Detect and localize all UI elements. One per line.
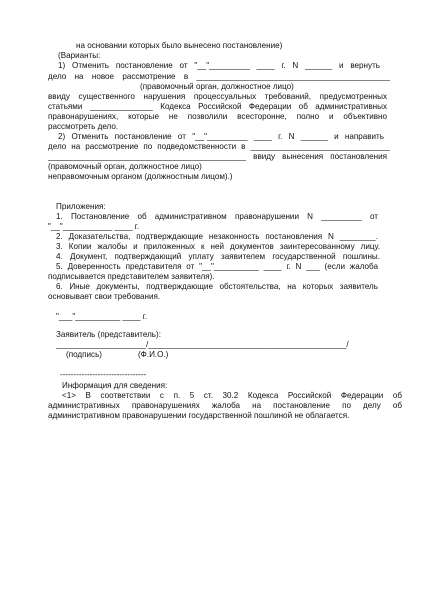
footnote-divider: --------------------------------: [60, 370, 147, 379]
attachment-item-2: 2. Доказательства, подтверждающие незаконность постановления N ________.: [56, 232, 378, 241]
attachment-item-3: 3. Копии жалобы и приложенных к ней документов заинтересованному лицу.: [56, 242, 380, 251]
footnote-line: <1> В соответствии с п. 5 ст. 30.2 Кодекса Российской Федерации об: [62, 391, 402, 400]
footnote-line: административных правонарушениях жалоба на постановление по делу об: [48, 401, 402, 410]
signature-caption: (подпись) (Ф.И.О.): [66, 350, 169, 359]
attachments-heading: Приложения:: [56, 202, 106, 211]
signature-line: ____________________/____________________________________________/: [56, 340, 349, 349]
variants-heading: (Варианты:: [58, 51, 101, 60]
text-line: дело на новое рассмотрение в ___________________________________________: [48, 72, 390, 81]
info-heading: Информация для сведения:: [62, 381, 168, 390]
text-line: рассмотреть дело.: [48, 122, 119, 131]
text-line: на основании которых было вынесено постановление): [76, 41, 283, 50]
text-line: "__"___________ ____ г.: [48, 222, 139, 231]
attachment-item-5: 5. Доверенность представителя от "__"__________ ____ г. N ___ (если жалоба: [56, 262, 378, 271]
field-caption: (правомочный орган, должностное лицо): [48, 162, 202, 171]
variant-1-line: 1) Отменить постановление от "__"_________ ____ г. N ______ и вернуть: [58, 61, 380, 70]
text-line: статьями ______________ Кодекса Российской Федерации об административных: [48, 102, 387, 111]
text-line: основывает свои требования.: [48, 292, 161, 301]
applicant-label: Заявитель (представитель):: [56, 330, 161, 339]
attachment-item-1: 1. Постановление об административном правонарушении N _________ от: [56, 212, 378, 221]
text-line: неправомочным органом (должностным лицом).): [48, 172, 233, 181]
date-line: "___"__________ ____ г.: [56, 312, 147, 321]
attachment-item-4: 4. Документ, подтверждающий уплату заявителем государственной пошлины.: [56, 252, 380, 261]
text-line: правонарушениях, которые не позволили всесторонне, полно и объективно: [48, 112, 387, 121]
attachment-item-6: 6. Иные документы, подтверждающие обстоятельства, на которых заявитель: [56, 282, 378, 291]
text-line: подписывается представителем заявителя).: [48, 272, 215, 281]
text-line: дело на рассмотрение по подведомственности в _______________________________: [48, 142, 390, 151]
variant-2-line: 2) Отменить постановление от "__"_________ ____ г. N ______ и направить: [58, 132, 384, 141]
text-line: ____________________________________________ ввиду вынесения постановления: [48, 152, 387, 161]
text-line: ввиду существенного нарушения процессуальных требований, предусмотренных: [48, 92, 387, 101]
field-caption: (правомочный орган, должностное лицо): [140, 82, 294, 91]
footnote-line: административном правонарушении государственной пошлиной не облагается.: [48, 411, 350, 420]
